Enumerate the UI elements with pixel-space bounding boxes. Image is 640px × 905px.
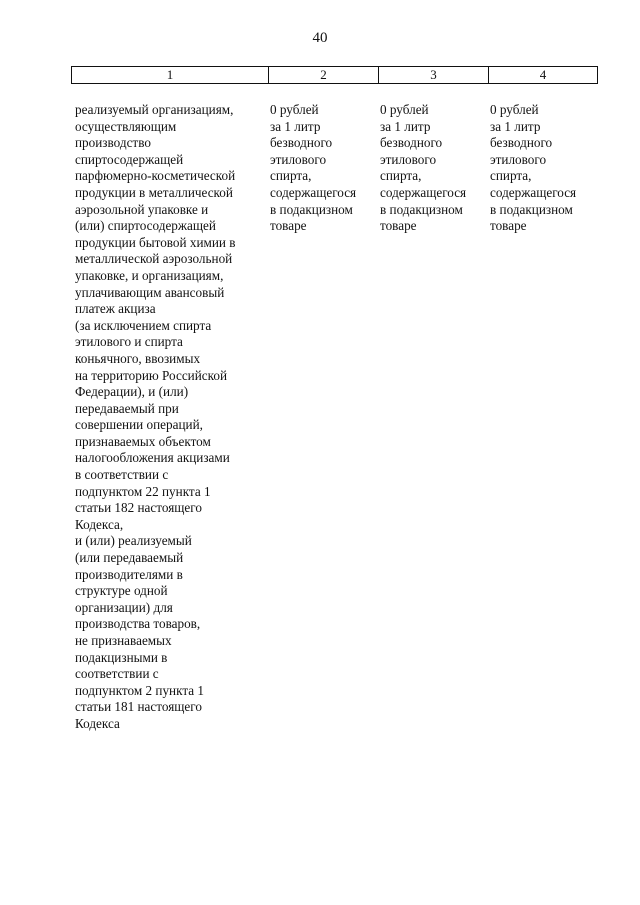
text-line: коньячного, ввозимых (75, 350, 201, 366)
text-line: парфюмерно-косметической (75, 168, 236, 184)
text-line: структуре одной (75, 583, 168, 599)
text-line: за 1 литр (270, 118, 321, 134)
text-line: этилового и спирта (75, 334, 183, 350)
column-2-rate (270, 102, 356, 235)
text-line: организации) для (75, 599, 173, 615)
text-line: Федерации), и (или) (75, 384, 189, 400)
text-line: (или передаваемый (75, 550, 184, 566)
text-line: спирта, (490, 168, 532, 184)
text-line: подпунктом 22 пункта 1 (75, 483, 211, 499)
text-line: товаре (380, 218, 417, 234)
text-line: содержащегося (270, 184, 357, 200)
text-line: на территорию Российской (75, 367, 228, 383)
text-line: безводного (270, 135, 333, 151)
text-line: реализуемый организациям, (75, 102, 234, 117)
text-line: 0 рублей (380, 102, 429, 117)
text-line: этилового (490, 151, 547, 167)
text-line: в соответствии с (75, 467, 169, 483)
header-cell-1: 1 (166, 67, 174, 82)
header-cell-4: 4 (488, 67, 597, 83)
text-line: металлической аэрозольной (75, 251, 233, 267)
text-line: за 1 литр (380, 118, 431, 134)
text-line: производство (75, 135, 151, 151)
text-line: платеж акциза (75, 301, 156, 317)
text-line: спиртосодержащей (75, 151, 184, 167)
header-cell-2: 2 (268, 67, 378, 83)
text-line: упаковке, и организациям, (75, 267, 224, 283)
text-line: в подакцизном (270, 201, 353, 217)
header-cell-3: 3 (378, 67, 488, 83)
text-line: не признаваемых (75, 633, 172, 648)
text-line: в подакцизном (380, 201, 463, 217)
text-line: уплачивающим авансовый (75, 284, 225, 300)
text-line: товаре (270, 218, 307, 234)
text-line: содержащегося (380, 184, 467, 200)
text-line: соответствии с (75, 666, 159, 682)
text-line: этилового (380, 151, 437, 167)
text-line: подакцизными в (75, 649, 168, 665)
text-line: безводного (380, 135, 443, 151)
text-line: аэрозольной упаковке и (75, 201, 209, 217)
text-line: этилового (270, 151, 327, 167)
page-number: 40 (312, 30, 328, 46)
text-line: безводного (490, 135, 553, 151)
text-line: налогообложения акцизами (75, 450, 230, 466)
text-line: и (или) реализуемый (75, 533, 192, 549)
column-3-rate (380, 102, 466, 235)
table-header-row (71, 66, 598, 84)
text-line: производства товаров, (75, 616, 201, 632)
text-line: (за исключением спирта (75, 317, 212, 333)
text-line: продукции в металлической (75, 184, 233, 200)
text-line: осуществляющим (75, 118, 177, 134)
text-line: в подакцизном (490, 201, 573, 217)
text-line: подпунктом 2 пункта 1 (75, 682, 204, 698)
text-line: передаваемый при (75, 400, 179, 416)
text-line: 0 рублей (270, 102, 319, 117)
text-line: 0 рублей (490, 102, 539, 117)
text-line: признаваемых объектом (75, 433, 211, 449)
text-line: продукции бытовой химии в (75, 234, 236, 250)
column-1-description (75, 102, 236, 733)
text-line: совершении операций, (75, 417, 203, 433)
text-line: статьи 182 настоящего (75, 500, 202, 516)
text-line: статьи 181 настоящего (75, 699, 202, 715)
text-line: Кодекса (75, 715, 120, 731)
text-line: спирта, (270, 168, 312, 184)
text-line: за 1 литр (490, 118, 541, 134)
text-line: Кодекса, (75, 516, 124, 532)
text-line: спирта, (380, 168, 422, 184)
text-line: производителями в (75, 566, 183, 582)
column-4-rate (490, 102, 576, 235)
text-line: (или) спиртосодержащей (75, 218, 216, 234)
text-line: товаре (490, 218, 527, 234)
text-line: содержащегося (490, 184, 577, 200)
